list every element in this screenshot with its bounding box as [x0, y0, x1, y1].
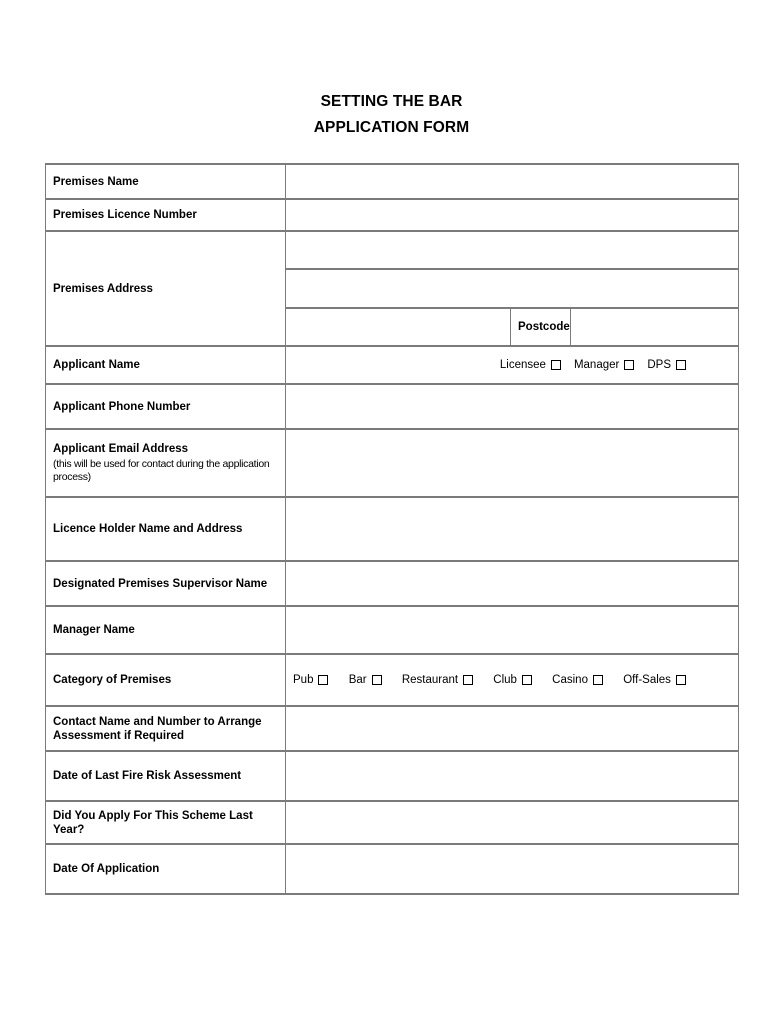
premises-licence-number-label: Premises Licence Number	[46, 199, 286, 231]
role-dps-option	[647, 358, 686, 372]
manager-name-input[interactable]	[286, 606, 739, 654]
form-title-line2: APPLICATION FORM	[313, 119, 470, 136]
category-off-sales-option	[623, 673, 686, 687]
off-sales-checkbox[interactable]	[676, 675, 686, 685]
role-licensee-label: Licensee	[499, 359, 546, 371]
date-of-application-label: Date Of Application	[46, 844, 286, 894]
date-of-application-input[interactable]	[286, 844, 739, 894]
club-checkbox[interactable]	[522, 675, 532, 685]
category-pub-label: Pub	[293, 674, 314, 686]
role-manager-label: Manager	[573, 359, 620, 371]
form-title	[45, 89, 738, 141]
fire-risk-date-label: Date of Last Fire Risk Assessment	[46, 751, 286, 801]
category-club-option	[493, 673, 532, 687]
fire-risk-date-input[interactable]	[286, 751, 739, 801]
applicant-email-input[interactable]	[286, 429, 739, 497]
premises-address-label: Premises Address	[46, 231, 286, 346]
category-casino-label: Casino	[552, 674, 588, 686]
category-options	[293, 673, 734, 687]
restaurant-checkbox[interactable]	[463, 675, 473, 685]
premises-licence-number-input[interactable]	[286, 199, 739, 231]
casino-checkbox[interactable]	[593, 675, 603, 685]
role-manager-option	[574, 358, 634, 372]
dps-name-input[interactable]	[286, 561, 739, 606]
category-casino-option	[552, 673, 603, 687]
bar-checkbox[interactable]	[372, 675, 382, 685]
category-of-premises-input[interactable]	[286, 654, 739, 706]
applicant-email-note: (this will be used for contact during the application process)	[53, 458, 270, 483]
applicant-email-label: Applicant Email Address	[53, 443, 189, 455]
category-pub-option	[293, 673, 328, 687]
contact-assessment-input[interactable]	[286, 706, 739, 751]
premises-name-label: Premises Name	[46, 164, 286, 199]
applicant-role-options	[293, 358, 734, 372]
role-dps-label: DPS	[647, 359, 671, 371]
category-bar-label: Bar	[348, 674, 367, 686]
applicant-name-label: Applicant Name	[46, 346, 286, 384]
role-licensee-option	[500, 358, 561, 372]
licensee-checkbox[interactable]	[551, 360, 561, 370]
applicant-phone-label: Applicant Phone Number	[46, 384, 286, 429]
category-restaurant-label: Restaurant	[401, 674, 459, 686]
manager-checkbox[interactable]	[624, 360, 634, 370]
licence-holder-label: Licence Holder Name and Address	[46, 497, 286, 561]
applicant-name-input[interactable]	[286, 346, 739, 384]
premises-address-line2-input[interactable]	[286, 269, 739, 308]
postcode-label: Postcode	[511, 308, 571, 346]
category-bar-option	[349, 673, 382, 687]
category-off-sales-label: Off-Sales	[623, 674, 671, 686]
application-form-table	[45, 163, 739, 895]
category-restaurant-option	[402, 673, 473, 687]
scheme-last-year-label: Did You Apply For This Scheme Last Year?	[46, 801, 286, 844]
category-club-label: Club	[493, 674, 517, 686]
premises-name-input[interactable]	[286, 164, 739, 199]
scheme-last-year-input[interactable]	[286, 801, 739, 844]
premises-address-line3-input[interactable]	[286, 308, 511, 346]
form-title-line1: SETTING THE BAR	[320, 93, 463, 110]
contact-assessment-label: Contact Name and Number to Arrange Assessment if Required	[46, 706, 286, 751]
category-of-premises-label: Category of Premises	[46, 654, 286, 706]
applicant-phone-input[interactable]	[286, 384, 739, 429]
licence-holder-input[interactable]	[286, 497, 739, 561]
manager-name-label: Manager Name	[46, 606, 286, 654]
applicant-email-label-cell	[46, 429, 286, 497]
pub-checkbox[interactable]	[318, 675, 328, 685]
dps-checkbox[interactable]	[676, 360, 686, 370]
premises-address-line1-input[interactable]	[286, 231, 739, 269]
dps-name-label: Designated Premises Supervisor Name	[46, 561, 286, 606]
postcode-input[interactable]	[571, 308, 739, 346]
